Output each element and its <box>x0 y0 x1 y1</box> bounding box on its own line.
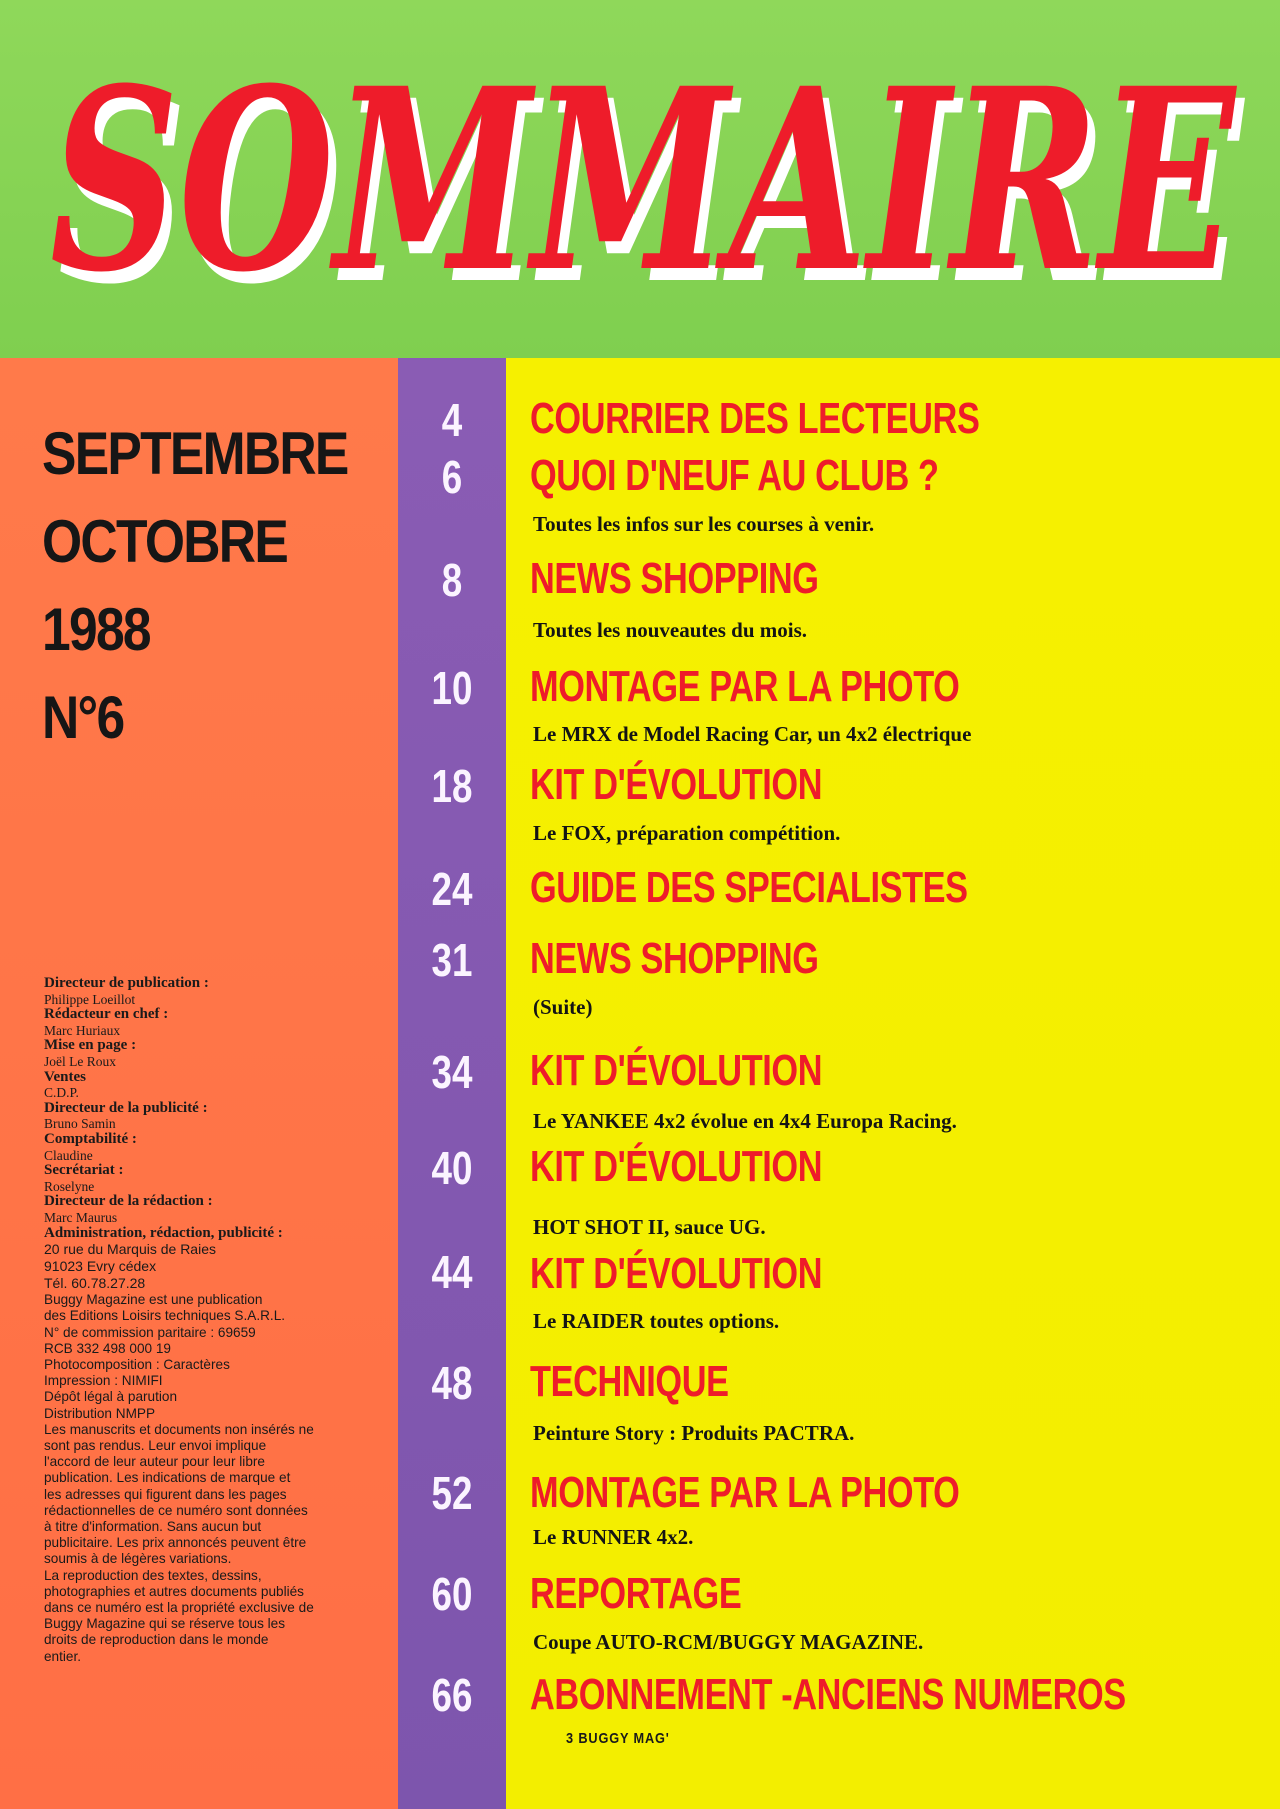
legal-line: N° de commission paritaire : 69659 <box>44 1324 256 1340</box>
article-description: Le RAIDER toutes options. <box>533 1309 780 1333</box>
staff-name: C.D.P. <box>44 1085 79 1101</box>
legal-line: Buggy Magazine qui se réserve tous les <box>44 1616 286 1632</box>
legal-line: sont pas rendus. Leur envoi implique <box>44 1437 267 1453</box>
legal-line: l'accord de leur auteur pour leur libre <box>44 1454 265 1470</box>
page-number: 44 <box>431 1246 473 1298</box>
staff-role: Directeur de la rédaction : <box>44 1193 213 1210</box>
legal-line: Impression : NIMIFI <box>44 1373 163 1389</box>
sommaire-logo <box>50 40 1250 340</box>
article-description: Peinture Story : Produits PACTRA. <box>533 1421 855 1445</box>
staff-role: Comptabilité : <box>44 1130 137 1147</box>
article-description: Le MRX de Model Racing Car, un 4x2 électrique <box>533 722 972 746</box>
legal-line: des Editions Loisirs techniques S.A.R.L. <box>44 1308 286 1324</box>
issue-year: 1988 <box>42 596 150 663</box>
staff-name: Bruno Samin <box>44 1116 116 1132</box>
page-number: 24 <box>431 863 473 915</box>
staff-role: Secrétariat : <box>44 1162 124 1179</box>
legal-line: publication. Les indications de marque et <box>44 1470 291 1486</box>
legal-line: entier. <box>44 1648 82 1664</box>
article-description: Le YANKEE 4x2 évolue en 4x4 Europa Racing. <box>533 1109 957 1133</box>
admin-role: Administration, rédaction, publicité : <box>44 1224 283 1241</box>
header-band <box>0 0 1280 358</box>
issue-number: N°6 <box>42 684 124 751</box>
page-number: 52 <box>431 1467 473 1519</box>
legal-line: droits de reproduction dans le monde <box>44 1632 269 1648</box>
staff-role: Directeur de la publicité : <box>44 1099 208 1116</box>
legal-line: les adresses qui figurent dans les pages <box>44 1486 287 1502</box>
address-line: 91023 Evry cédex <box>44 1258 157 1275</box>
page-number: 10 <box>431 662 473 714</box>
staff-role: Ventes <box>44 1068 86 1085</box>
page-number: 40 <box>431 1142 473 1194</box>
legal-line: photographies et autres documents publiés <box>44 1583 304 1599</box>
page-number: 4 <box>441 394 463 446</box>
article-description: Toutes les infos sur les courses à venir. <box>533 512 875 536</box>
article-title[interactable]: ABONNEMENT -ANCIENS NUMEROS <box>530 1670 1126 1719</box>
article-description: Le FOX, préparation compétition. <box>533 821 841 845</box>
page-footer: 3 BUGGY MAG' <box>566 1730 670 1747</box>
staff-name: Joël Le Roux <box>44 1053 116 1069</box>
legal-line: Dépôt légal à parution <box>44 1389 178 1405</box>
address-line: 20 rue du Marquis de Raies <box>44 1241 216 1258</box>
article-title[interactable]: KIT D'ÉVOLUTION <box>530 1142 823 1191</box>
article-title[interactable]: MONTAGE PAR LA PHOTO <box>530 662 960 711</box>
page-title: SOMMAIRE <box>50 40 1238 327</box>
issue-month-2: OCTOBRE <box>42 508 288 575</box>
legal-line: Les manuscrits et documents non insérés ne <box>44 1421 314 1437</box>
legal-line: rédactionnelles de ce numéro sont données <box>44 1502 308 1518</box>
masthead <box>44 976 384 1665</box>
address-line: Tél. 60.78.27.28 <box>44 1275 146 1292</box>
legal-line: dans ce numéro est la propriété exclusive de <box>44 1599 314 1615</box>
page-number: 34 <box>431 1046 473 1098</box>
page-number: 66 <box>431 1669 473 1721</box>
staff-role: Directeur de publication : <box>44 975 209 991</box>
legal-line: Distribution NMPP <box>44 1405 156 1421</box>
staff-name: Marc Huriaux <box>44 1022 121 1038</box>
article-description: Coupe AUTO-RCM/BUGGY MAGAZINE. <box>533 1630 924 1654</box>
staff-name: Philippe Loeillot <box>44 991 136 1007</box>
article-title[interactable]: KIT D'ÉVOLUTION <box>530 1249 823 1298</box>
article-description: Toutes les nouveautes du mois. <box>533 618 808 642</box>
article-title[interactable]: KIT D'ÉVOLUTION <box>530 1046 823 1095</box>
legal-line: RCB 332 498 000 19 <box>44 1340 171 1356</box>
staff-name: Roselyne <box>44 1178 95 1194</box>
issue-month-1: SEPTEMBRE <box>42 420 348 487</box>
article-description: Le RUNNER 4x2. <box>533 1525 694 1549</box>
legal-line: Photocomposition : Caractères <box>44 1356 230 1372</box>
page-number: 18 <box>431 760 473 812</box>
legal-line: à titre d'information. Sans aucun but <box>44 1518 262 1534</box>
legal-line: Buggy Magazine est une publication <box>44 1292 263 1308</box>
legal-line: publicitaire. Les prix annoncés peuvent être <box>44 1535 307 1551</box>
page-number: 60 <box>431 1568 473 1620</box>
legal-line: soumis à de légères variations. <box>44 1551 232 1567</box>
article-title[interactable]: GUIDE DES SPECIALISTES <box>530 863 968 912</box>
article-title[interactable]: QUOI D'NEUF AU CLUB ? <box>530 451 939 500</box>
article-description: (Suite) <box>533 995 593 1019</box>
legal-notice <box>44 1292 384 1665</box>
article-title[interactable]: KIT D'ÉVOLUTION <box>530 760 823 809</box>
article-title[interactable]: TECHNIQUE <box>530 1357 729 1406</box>
article-title[interactable]: COURRIER DES LECTEURS <box>530 394 980 443</box>
staff-name: Claudine <box>44 1147 93 1163</box>
article-description: HOT SHOT II, sauce UG. <box>533 1215 766 1239</box>
legal-line: La reproduction des textes, dessins, <box>44 1567 262 1583</box>
page-number: 8 <box>441 554 463 606</box>
article-title[interactable]: MONTAGE PAR LA PHOTO <box>530 1468 960 1517</box>
issue-date-block <box>42 410 382 762</box>
staff-role: Mise en page : <box>44 1037 137 1054</box>
page-number: 48 <box>431 1357 473 1409</box>
article-title[interactable]: NEWS SHOPPING <box>530 934 819 983</box>
logo-shadow: SOMMAIRE <box>58 45 1246 339</box>
page-number: 31 <box>431 934 473 986</box>
article-title[interactable]: REPORTAGE <box>530 1569 742 1618</box>
staff-name: Marc Maurus <box>44 1209 118 1225</box>
page-number: 6 <box>441 451 463 503</box>
article-title[interactable]: NEWS SHOPPING <box>530 554 819 603</box>
staff-role: Rédacteur en chef : <box>44 1006 169 1023</box>
